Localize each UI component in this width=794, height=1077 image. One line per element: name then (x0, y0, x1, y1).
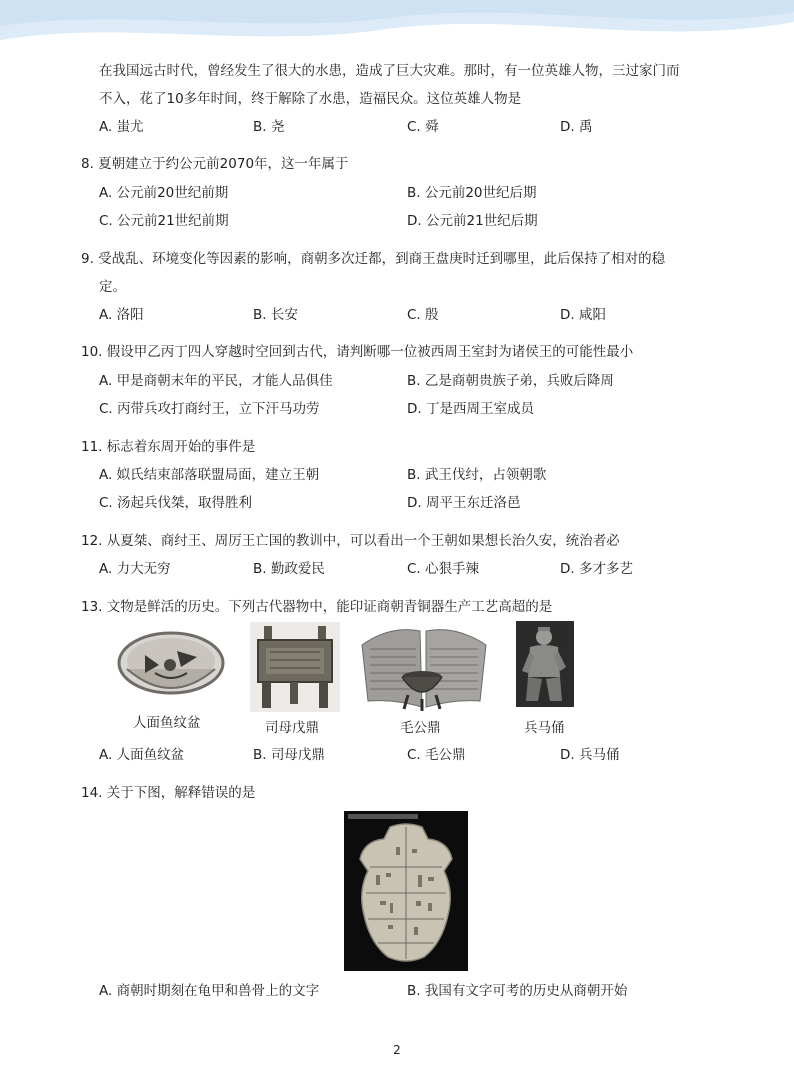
q9-option-a: A. 洛阳 (99, 307, 144, 323)
q12-option-b: B. 勤政爱民 (253, 561, 325, 577)
q10-option-b: B. 乙是商朝贵族子弟，兵败后降周 (407, 373, 614, 389)
q13-option-c: C. 毛公鼎 (407, 747, 466, 763)
q11-option-a: A. 姒氏结束部落联盟局面，建立王朝 (99, 467, 320, 483)
q12-option-c: C. 心狠手辣 (407, 561, 480, 577)
q13-stem: 13. 文物是鲜活的历史。下列古代器物中，能印证商朝青铜器生产工艺高超的是 (81, 599, 553, 615)
q10-option-d: D. 丁是西周王室成员 (407, 401, 534, 417)
q13-caption-2: 司母戊鼎 (265, 720, 319, 736)
q13-option-a: A. 人面鱼纹盆 (99, 747, 185, 763)
q8-option-b: B. 公元前20世纪后期 (407, 185, 537, 201)
q8-option-a: A. 公元前20世纪前期 (99, 185, 229, 201)
q9-option-b: B. 长安 (253, 307, 298, 323)
q12-option-a: A. 力大无穷 (99, 561, 171, 577)
q11-stem: 11. 标志着东周开始的事件是 (81, 439, 256, 455)
page-number: 2 (393, 1043, 401, 1057)
q9-stem-line2: 定。 (99, 279, 126, 295)
q11-option-c: C. 汤起兵伐桀，取得胜利 (99, 495, 253, 511)
maogong-ding-image (360, 621, 488, 713)
q10-option-c: C. 丙带兵攻打商纣王，立下汗马功劳 (99, 401, 320, 417)
header-wave-decoration (0, 0, 794, 60)
q8-stem: 8. 夏朝建立于约公元前2070年，这一年属于 (81, 156, 349, 172)
q11-option-b: B. 武王伐纣，占领朝歌 (407, 467, 547, 483)
terracotta-warrior-image (516, 621, 574, 707)
q7-stem-line1: 在我国远古时代，曾经发生了很大的水患，造成了巨大灾难。那时，有一位英雄人物，三过家门而 (99, 63, 680, 79)
q14-stem: 14. 关于下图，解释错误的是 (81, 785, 256, 801)
q9-option-d: D. 咸阳 (560, 307, 606, 323)
q12-option-d: D. 多才多艺 (560, 561, 633, 577)
q7-option-a: A. 蚩尤 (99, 119, 144, 135)
q8-option-d: D. 公元前21世纪后期 (407, 213, 538, 229)
q8-option-c: C. 公元前21世纪前期 (99, 213, 229, 229)
q7-option-b: B. 尧 (253, 119, 285, 135)
q13-caption-3: 毛公鼎 (400, 720, 441, 736)
q13-caption-1: 人面鱼纹盆 (133, 715, 201, 731)
painted-pottery-basin-image (115, 625, 227, 707)
q9-option-c: C. 殷 (407, 307, 439, 323)
q10-option-a: A. 甲是商朝末年的平民，才能人品俱佳 (99, 373, 333, 389)
q14-option-b: B. 我国有文字可考的历史从商朝开始 (407, 983, 628, 999)
q13-option-b: B. 司母戊鼎 (253, 747, 325, 763)
q7-stem-line2: 不入，花了10多年时间，终于解除了水患，造福民众。这位英雄人物是 (99, 91, 522, 107)
q13-caption-4: 兵马俑 (524, 720, 565, 736)
q13-option-d: D. 兵马俑 (560, 747, 620, 763)
q11-option-d: D. 周平王东迁洛邑 (407, 495, 521, 511)
q10-stem: 10. 假设甲乙丙丁四人穿越时空回到古代，请判断哪一位被西周王室封为诸侯王的可能性最小 (81, 344, 634, 360)
q7-option-d: D. 禹 (560, 119, 593, 135)
simuwu-ding-image (250, 622, 340, 712)
q7-option-c: C. 舜 (407, 119, 439, 135)
q14-option-a: A. 商朝时期刻在龟甲和兽骨上的文字 (99, 983, 320, 999)
q9-stem-line1: 9. 受战乱、环境变化等因素的影响，商朝多次迁都，到商王盘庚时迁到哪里，此后保持了相对的稳 (81, 251, 666, 267)
q12-stem: 12. 从夏桀、商纣王、周厉王亡国的教训中，可以看出一个王朝如果想长治久安，统治者必 (81, 533, 620, 549)
oracle-bone-tortoise-shell-image (344, 811, 468, 971)
